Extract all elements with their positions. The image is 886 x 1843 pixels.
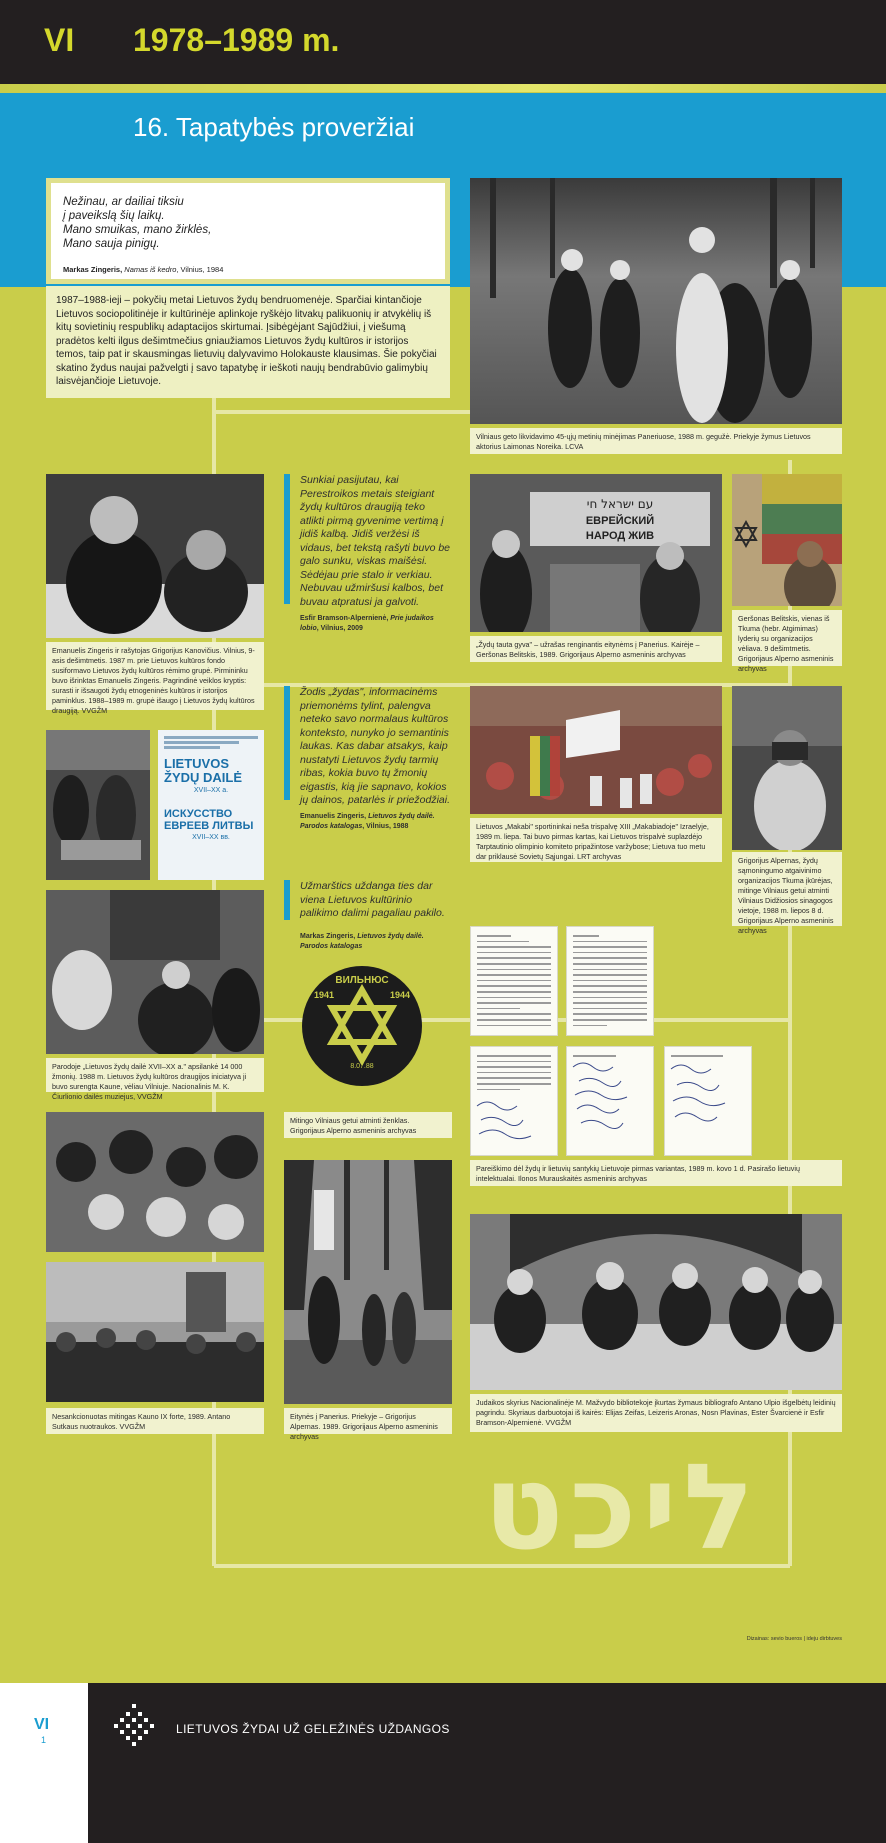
banner-line-ru2: НАРОД ЖИВ: [585, 530, 655, 542]
watermark-hebrew: ליכט: [483, 1438, 761, 1576]
photo-eitynes: [284, 1160, 452, 1404]
period-title: 1978–1989 m.: [133, 22, 340, 58]
footer-left-panel: [0, 1683, 88, 1843]
document-page: [664, 1046, 752, 1156]
photo-zingeris-image: [46, 474, 264, 638]
caption-alpernas: Grigorijus Alpernas, žydų sąmoningumo atgaivinimo organizacijos Tkuma įkūrėjas, mitinge Vilniaus getui atminti Vilniaus Didžiosios sinagogos vietoje, 1988 m. liepos 8 d. Grigorijaus Alperno asmeninis archyvas: [732, 852, 842, 926]
ghetto-memorial-emblem: [300, 964, 424, 1088]
banner-line-ru1: ЕВРЕЙСКИЙ: [585, 515, 655, 527]
poster-line: [164, 746, 220, 749]
document-page: [566, 926, 654, 1036]
caption-makabi: Lietuvos „Makabi" sportininkai neša trispalvę XIII „Makabiadoje" Izraelyje, 1989 m. liepa. Tai buvo pirmas kartas, kai Lietuvos trispalvė suplazdėjo Tarptautinio olimpinio komiteto pripažintose varžybose; Lietuva tuo metu dar priklausė Sovietų Sąjungai. LRT archyvas: [470, 818, 722, 862]
photo-kaunas-bottom-image: [46, 1262, 264, 1402]
banner-line-hebrew: עם ישראל חי: [586, 497, 654, 511]
quote-zingeris: Žodis „žydas", informacinėms priemonėms tylint, palengva neteko savo normalaus kultūros konteksto, nunyko jo semantinis laukas. Kas dabar atsakys, kaip nustatyti Lietuvos žydų tarmių ribas, kokia buvo tų žmonių eigastis, kią jie sapnavo, kokios jų dainos, patarlės ir priežodžiai.: [300, 686, 450, 806]
emblem-graphic: [300, 964, 424, 1088]
photo-kaunas-crowd-top: [46, 1112, 264, 1252]
logo-graphic: [114, 1704, 154, 1750]
emblem-year-left: 1941: [313, 990, 335, 1000]
photo-makabi: [470, 686, 722, 814]
quote-bramson-source: Esfir Bramson-Alpernienė, Prie judaikos lobio, Vilnius, 2009: [300, 615, 434, 632]
photo-paneriai-image: [470, 178, 842, 424]
photo-paroda: [46, 890, 264, 1054]
photo-makabi-image: [470, 686, 722, 814]
quote-source: Markas Zingeris, Namas iš kedro, Vilnius, 1984: [63, 265, 224, 274]
photo-exhibition-image: [46, 730, 150, 880]
caption-paneriai: Vilniaus geto likvidavimo 45-ųjų metinių minėjimas Paneriuose, 1988 m. gegužė. Priekyje žymus Lietuvos aktorius Laimonas Noreika. LCVA: [470, 428, 842, 454]
caption-zingeris: Emanuelis Zingeris ir rašytojas Grigorijus Kanovičius. Vilnius, 9-asis dešimtmetis. 1987 m. prie Lietuvos kultūros fondo susiformavo Lietuvos žydų kultūros rėmimo grupė. Pirmininku buvo išrinktas Emanuelis Zingeris. Pagrindinė veiklos kryptis: surasti ir išsaugoti žydų etnogeninės kultūros ir istorijos paminklus. 1988–1989 m. grupė išaugo į Lietuvos žydų kultūros draugiją. VVGŽM: [46, 642, 264, 710]
quote-bramson: Sunkiai pasijutau, kai Perestroikos metais steigiant žydų kultūros draugiją teko atlikti pirmą gyvenime vertimą į jidiš kalbą. Jidiš veržėsi iš vidaus, bet tekstą rašyti buvo be galo sunku, viskas maišėsi. Sėdėjau prie stalo ir verkiau. Nebuvau užmiršusi kalbos, bet buvau atpratusi ja galvoti.: [300, 474, 450, 608]
poster-line: [164, 736, 258, 739]
signatures: [567, 1057, 653, 1147]
document-page: [470, 926, 558, 1036]
intro-quote-box: [46, 178, 450, 284]
emblem-date: 8.07.88: [350, 1063, 374, 1070]
intro-text: 1987–1988-ieji – pokyčių metai Lietuvos žydų bendruomenėje. Sparčiai kintančioje Lietuvos sociopolitinėje ir kultūrinėje aplinkoje ryškėjo litvakų palikuonių ir atvykėlių iš kitų sovietinių respublikų adaptacijos skirtumai. Įsibėgėjant Sąjūdžiui, į viešumą pradėtos kelti ilgus dešimtmečius gniaužiamos Lietuvos žydų kultūros ir istorijos temos, taip pat ir skausmingas lietuvių dalyvavimo Holokauste klausimas. Šie pokyčiai skatino žydus naujai pažvelgti į savo tapatybę ir ieškoti naujų bendrabūvio galimybių laisvėjančioje Lietuvoje.: [46, 286, 450, 398]
exhibition-poster: [158, 730, 264, 880]
footer-page-number: 1: [41, 1735, 47, 1745]
footer-exhibition-title: LIETUVOS ŽYDAI UŽ GELEŽINĖS UŽDANGOS: [176, 1722, 450, 1736]
caption-emblem: Mitingo Vilniaus getui atminti ženklas. Grigorijaus Alperno asmeninis archyvas: [284, 1112, 452, 1138]
page-title: 16. Tapatybės proveržiai: [133, 112, 415, 142]
poster-line: [164, 741, 239, 744]
caption-tauta-gyva: „Žydų tauta gyva" – užrašas renginantis eitynėms į Panerius. Kairėje – Geršonas Belitskis, 1989. Grigorijaus Alperno asmeninis archyvas: [470, 636, 722, 662]
quote-line: Mano sauja pinigų.: [63, 238, 160, 250]
poster-ru-title: ИСКУССТВО ЕВРЕЕВ ЛИТВЫ: [164, 808, 254, 832]
photo-tauta-gyva: [470, 474, 722, 632]
caption-eitynes: Eitynės į Panerius. Priekyje – Grigorijus Alpernas. 1989. Grigorijaus Alperno asmeninis archyvas: [284, 1408, 452, 1434]
signatures: [471, 1096, 557, 1146]
photo-alpernas: [732, 686, 842, 850]
caption-paroda: Parodoje „Lietuvos žydų dailė XVII–XX a." apsilankė 14 000 žmonių. 1988 m. Lietuvos žydų kultūros draugijos iniciatyva ji buvo surengta Kaune, vėliau Vilniuje. Nacionalinis M. K. Čiurlionio dailės muziejus, VVGŽM: [46, 1058, 264, 1092]
photo-kaunas-crowd-bottom: [46, 1262, 264, 1402]
design-credit: Dizainas: sevio bueros | ideju dirbtuves: [746, 1636, 842, 1642]
photo-judaikos: [470, 1214, 842, 1390]
quote-markas: Užmarštics uždanga ties dar viena Lietuvos kultūrinio palikimo dalimi pagaliau pakilo.: [300, 880, 445, 919]
photo-paneriai-commemoration: [470, 178, 842, 424]
emblem-city: ВИЛЬНЮС: [335, 975, 389, 986]
caption-belitskis: Geršonas Belitskis, vienas iš Tkuma (hebr. Atgimimas) lyderių su organizacijos vėliava. 9 dešimtmetis. Grigorijaus Alperno asmeninis archyvas: [732, 610, 842, 666]
quote-bar: [284, 880, 290, 920]
footer-roman-numeral: VI: [34, 1716, 50, 1733]
footer-bar: [88, 1683, 886, 1843]
photo-zingeris-kanovicius: [46, 474, 264, 638]
photo-paroda-image: [46, 890, 264, 1054]
quote-bar: [284, 686, 290, 800]
quote-line: Nežinau, ar dailiai tiksiu: [63, 196, 184, 208]
photo-tauta-image: [470, 474, 722, 632]
quote-bar: [284, 474, 290, 604]
caption-judaikos: Judaikos skyrius Nacionalinėje M. Mažvydo bibliotekoje įkurtas žymaus bibliografo Antano Ulpio išgelbėtų leidinių pagrindu. Skyriaus darbuotojai iš kairės: Elijas Zeifas, Leizeris Aronas, Nosn Plavinas, Ester Švarcienė ir Esfir Bramson-Alpernienė. VVGŽM: [470, 1394, 842, 1432]
document-page: [470, 1046, 558, 1156]
photo-alpernas-image: [732, 686, 842, 850]
photo-eitynes-image: [284, 1160, 452, 1404]
signatures: [665, 1057, 751, 1147]
quote-zingeris-source: Emanuelis Zingeris, Lietuvos žydų dailė. Parodos katalogas, Vilnius, 1988: [300, 813, 435, 830]
photo-exhibition-visitors: [46, 730, 150, 880]
caption-kaunas: Nesankcionuotas mitingas Kauno IX forte, 1989. Antano Sutkaus nuotraukos. VVGŽM: [46, 1408, 264, 1434]
photo-belitskis-image: [732, 474, 842, 606]
poster-lt-title: LIETUVOS ŽYDŲ DAILĖ: [164, 756, 242, 785]
document-page: [566, 1046, 654, 1156]
quote-markas-source: Markas Zingeris, Lietuvos žydų dailė. Parodos katalogas: [300, 933, 424, 950]
museum-logo-icon: [114, 1704, 154, 1750]
caption-pareiskimas: Pareiškimo dėl žydų ir lietuvių santykių Lietuvoje pirmas variantas, 1989 m. kovo 1 d. Pasirašo lietuvių intelektualai. Ilonos Murauskaitės asmeninis archyvas: [470, 1160, 842, 1186]
quote-line: į paveikslą šių laikų.: [63, 210, 165, 222]
photo-kaunas-top-image: [46, 1112, 264, 1252]
photo-belitskis-flag: [732, 474, 842, 606]
photo-judaikos-image: [470, 1214, 842, 1390]
emblem-year-right: 1944: [389, 990, 411, 1000]
quote-line: Mano smuikas, mano žirklės,: [63, 224, 212, 236]
poster-lt-sub: XVII–XX a.: [193, 787, 229, 794]
section-roman-numeral: VI: [44, 22, 75, 58]
poster-ru-sub: XVII–XX вв.: [192, 834, 230, 841]
